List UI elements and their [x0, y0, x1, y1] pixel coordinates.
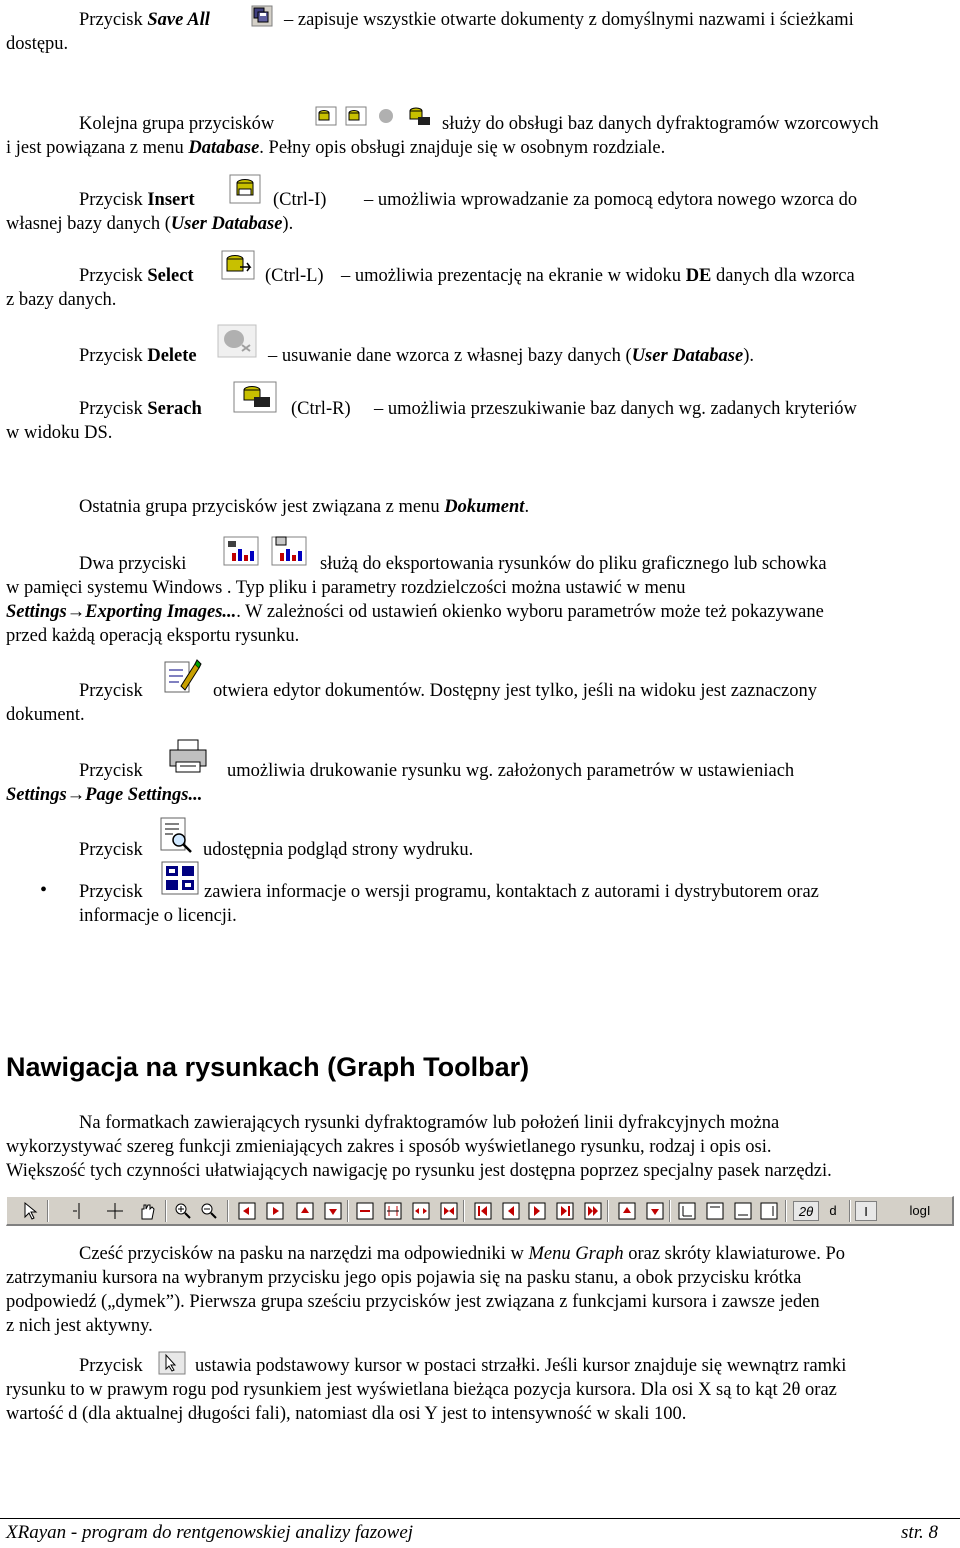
axis-right-icon[interactable]: [759, 1201, 779, 1221]
previous-icon[interactable]: [501, 1201, 521, 1221]
footer-rule: [0, 1518, 960, 1519]
graph-line2: zatrzymaniu kursora na wybranym przycisku jego opis pojawia się na pasku stanu, a obok przycisku krótka: [6, 1268, 802, 1288]
scroll-down-icon[interactable]: [323, 1201, 343, 1221]
arrow-line2: rysunku to w prawym rogu pod rysunkiem jest wyświetlana bieżąca pozycja kursora. Dla osi X są to kąt 2θ oraz: [6, 1380, 837, 1400]
arrow-label: Przycisk: [79, 1356, 143, 1376]
arrow-description: ustawia podstawowy kursor w postaci strzałki. Jeśli kursor znajduje się wewnątrz ramki: [195, 1356, 847, 1376]
delete-description: – usuwanie dane wzorca z własnej bazy danych (User Database).: [268, 346, 754, 366]
search-label: Przycisk Serach: [79, 399, 202, 419]
delete-icon: [216, 323, 258, 359]
editor-label: Przycisk: [79, 681, 143, 701]
insert-label: Przycisk Insert: [79, 190, 195, 210]
search-description: – umożliwia przeszukiwanie baz danych wg. zadanych kryteriów: [374, 399, 857, 419]
scale-y-up-icon[interactable]: [617, 1201, 637, 1221]
insert-continuation: własnej bazy danych (User Database).: [6, 214, 294, 234]
arrow-line3: wartość d (dla aktualnej długości fali), natomiast dla osi Y jest to intensywność w skali 100.: [6, 1404, 687, 1424]
range-expand-icon[interactable]: [411, 1201, 431, 1221]
toolbar-separator: [785, 1200, 787, 1222]
scale-y-down-icon[interactable]: [645, 1201, 665, 1221]
toolbar-separator: [47, 1200, 49, 1222]
saveall-description: – zapisuje wszystkie otwarte dokumenty z domyślnymi nazwami i ścieżkami: [284, 10, 854, 30]
graph-toolbar: [6, 1196, 954, 1226]
axis-bottom-icon[interactable]: [733, 1201, 753, 1221]
section-heading: Nawigacja na rysunkach (Graph Toolbar): [6, 1052, 530, 1082]
toolbar-separator: [463, 1200, 465, 1222]
about-icon: [160, 860, 200, 896]
save-all-icon: [251, 5, 273, 27]
toolbar-separator: [347, 1200, 349, 1222]
select-label: Przycisk Select: [79, 266, 194, 286]
scroll-left-icon[interactable]: [237, 1201, 257, 1221]
two-theta-axis-button[interactable]: 2θ: [793, 1201, 819, 1221]
search-continuation: w widoku DS.: [6, 423, 113, 443]
export-description: służą do eksportowania rysunków do pliku graficznego lub schowka: [320, 554, 827, 574]
nav-line3: Większość tych czynności ułatwiających nawigację po rysunku jest dostępna poprzez specjalny pasek narzędzi.: [6, 1161, 832, 1181]
toolbar-separator: [669, 1200, 671, 1222]
editor-continuation: dokument.: [6, 705, 85, 725]
saveall-continuation: dostępu.: [6, 34, 69, 54]
first-icon[interactable]: [473, 1201, 493, 1221]
about-description: zawiera informacje o wersji programu, kontaktach z autorami i dystrybutorem oraz: [204, 882, 819, 902]
document-editor-icon: [161, 656, 203, 696]
zoom-out-icon[interactable]: [199, 1201, 219, 1221]
delete-label: Przycisk Delete: [79, 346, 197, 366]
arrow-cursor-icon[interactable]: [21, 1201, 41, 1221]
range-markers-icon[interactable]: [383, 1201, 403, 1221]
select-description: – umożliwia prezentację na ekranie w widoku DE danych dla wzorca: [341, 266, 855, 286]
editor-description: otwiera edytor dokumentów. Dostępny jest tylko, jeśli na widoku jest zaznaczony: [213, 681, 818, 701]
arrow-cursor-icon: [158, 1351, 186, 1375]
print-description: umożliwia drukowanie rysunku wg. założonych parametrów w ustawieniach: [227, 761, 795, 781]
axis-left-icon[interactable]: [677, 1201, 697, 1221]
intensity-log-button[interactable]: logI: [909, 1203, 931, 1218]
skip-icon[interactable]: [583, 1201, 603, 1221]
print-continuation: Settings→Page Settings...: [6, 785, 203, 805]
print-preview-icon: [157, 816, 195, 856]
preview-label: Przycisk: [79, 840, 143, 860]
axis-top-icon[interactable]: [705, 1201, 725, 1221]
nav-line2: wykorzystywać szereg funkcji zmieniających zakres i sposób wyświetlanego rysunku, rodzaj i opis osi.: [6, 1137, 772, 1157]
about-continuation: informacje o licencji.: [79, 906, 237, 926]
export-label: Dwa przyciski: [79, 554, 187, 574]
insert-description: – umożliwia wprowadzanie za pomocą edytora nowego wzorca do: [364, 190, 858, 210]
export-line4: przed każdą operacją eksportu rysunku.: [6, 626, 300, 646]
toolbar-separator: [165, 1200, 167, 1222]
insert-icon: [228, 173, 262, 205]
graph-line1: Cześć przycisków na pasku na narzędzi ma odpowiedniki w Menu Graph oraz skróty klawiaturowe. Po: [79, 1244, 846, 1264]
database-buttons-icon: [314, 103, 436, 129]
range-shrink-icon[interactable]: [439, 1201, 459, 1221]
document-group-text: Ostatnia grupa przycisków jest związana z menu Dokument.: [79, 497, 530, 517]
printer-icon: [166, 738, 210, 776]
zoom-in-icon[interactable]: [173, 1201, 193, 1221]
page-number: str. 8: [901, 1522, 938, 1543]
d-axis-button[interactable]: d: [829, 1203, 837, 1218]
nav-line1: Na formatkach zawierających rysunki dyfraktogramów lub położeń linii dyfrakcyjnych można: [79, 1113, 780, 1133]
scroll-up-icon[interactable]: [295, 1201, 315, 1221]
search-shortcut: (Ctrl-R): [291, 399, 351, 419]
vertical-line-cursor-icon[interactable]: [69, 1201, 89, 1221]
print-label: Przycisk: [79, 761, 143, 781]
search-icon: [232, 380, 278, 414]
db-group-description: służy do obsługi baz danych dyfraktogramów wzorcowych: [442, 114, 879, 134]
bullet-marker: •: [40, 879, 48, 901]
export-icons: [220, 533, 312, 569]
toolbar-separator: [849, 1200, 851, 1222]
next-icon[interactable]: [527, 1201, 547, 1221]
toolbar-separator: [607, 1200, 609, 1222]
intensity-linear-button[interactable]: I: [855, 1201, 877, 1221]
saveall-label: Przycisk Save All: [79, 10, 210, 30]
about-label: Przycisk: [79, 882, 143, 902]
export-line2: w pamięci systemu Windows . Typ pliku i parametry rozdzielczości można ustawić w menu: [6, 578, 686, 598]
select-shortcut: (Ctrl-L): [265, 266, 324, 286]
full-range-icon[interactable]: [355, 1201, 375, 1221]
db-group-label: Kolejna grupa przycisków: [79, 114, 275, 134]
insert-shortcut: (Ctrl-I): [273, 190, 327, 210]
db-group-continuation: i jest powiązana z menu Database. Pełny opis obsługi znajduje się w osobnym rozdziale.: [6, 138, 666, 158]
scroll-right-icon[interactable]: [265, 1201, 285, 1221]
footer-title: XRayan - program do rentgenowskiej analizy fazowej: [6, 1522, 414, 1543]
graph-line3: podpowiedź („dymek”). Pierwsza grupa sześciu przycisków jest związana z funkcjami kursora i zawsze jeden: [6, 1292, 820, 1312]
select-icon: [220, 249, 256, 281]
hand-cursor-icon[interactable]: [137, 1201, 157, 1221]
last-icon[interactable]: [555, 1201, 575, 1221]
preview-description: udostępnia podgląd strony wydruku.: [203, 840, 474, 860]
crosshair-cursor-icon[interactable]: [105, 1201, 125, 1221]
export-line3: Settings→Exporting Images.... W zależności od ustawień okienko wyboru parametrów może też pokazywane: [6, 602, 824, 622]
toolbar-separator: [227, 1200, 229, 1222]
select-continuation: z bazy danych.: [6, 290, 117, 310]
graph-line4: z nich jest aktywny.: [6, 1316, 153, 1336]
